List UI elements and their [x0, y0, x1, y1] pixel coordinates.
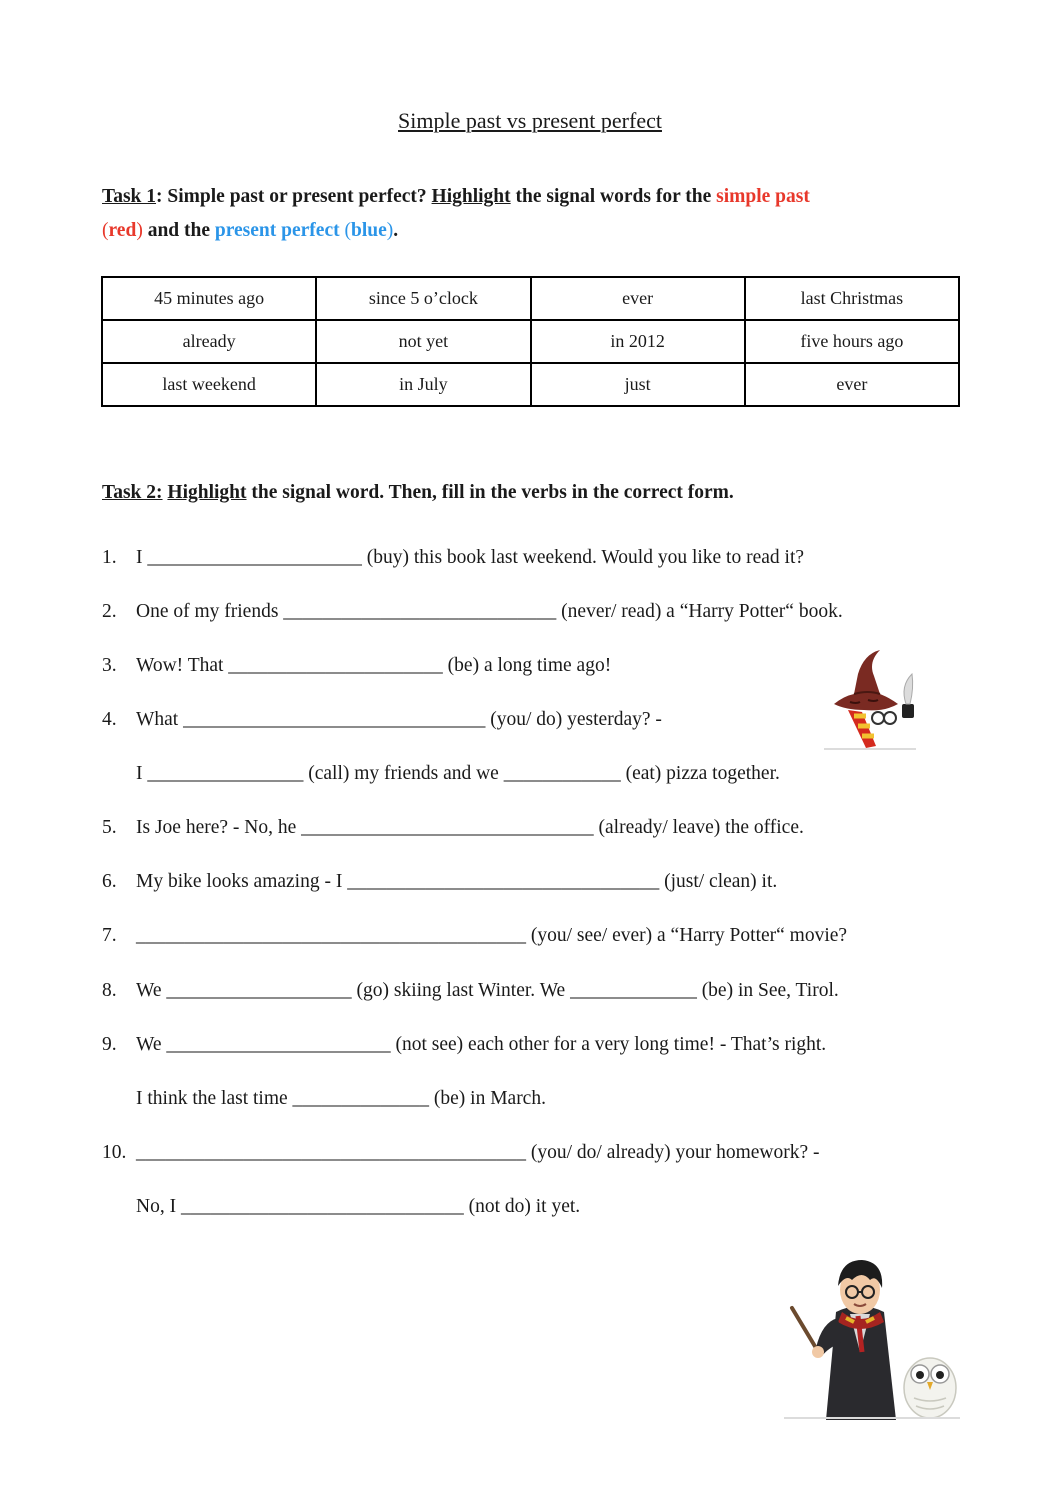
task2-instructions [102, 482, 962, 504]
task1-text1: : Simple past or present perfect? [156, 186, 432, 207]
exercise-text: I ________________ (call) my friends and we ____________ (eat) pizza together. [136, 763, 780, 784]
exercise-text: One of my friends ____________________________ (never/ read) a “Harry Potter“ book. [136, 601, 843, 622]
exercise-text: Is Joe here? - No, he ______________________________ (already/ leave) the office. [136, 817, 804, 838]
table-cell: in July [316, 363, 530, 406]
sorting-hat-icon [824, 646, 920, 752]
table-cell: last weekend [102, 363, 316, 406]
exercise-text: ________________________________________ (you/ see/ ever) a “Harry Potter“ movie? [136, 925, 848, 946]
task1-text3: and the [142, 220, 215, 241]
present-perfect-label: present perfect [214, 220, 340, 241]
exercise-number: 5. [102, 817, 117, 838]
task2-text: the signal word. Then, fill in the verbs in the correct form. [246, 482, 734, 503]
harry-potter-with-owl-illustration [780, 1252, 962, 1422]
exercise-number: 1. [102, 547, 117, 568]
table-cell: just [531, 363, 745, 406]
task1-instructions [102, 180, 962, 248]
table-cell: ever [745, 363, 959, 406]
exercise-text: ________________________________________ (you/ do/ already) your homework? - [136, 1142, 820, 1163]
exercise-number: 6. [102, 871, 117, 892]
exercise-number: 2. [102, 601, 117, 622]
paren-close-blue: ) [386, 220, 394, 241]
exercise-text: What _______________________________ (you/ do) yesterday? - [136, 709, 662, 730]
table-cell: ever [531, 277, 745, 320]
task2-label: Task 2: [102, 482, 163, 503]
table-row [102, 277, 959, 320]
task1-end: . [393, 220, 399, 241]
exercise-number: 4. [102, 709, 117, 730]
table-row [102, 320, 959, 363]
exercise-text: I ______________________ (buy) this book last weekend. Would you like to read it? [136, 547, 805, 568]
table-cell: since 5 o’clock [316, 277, 530, 320]
task2-highlight: Highlight [167, 482, 247, 503]
signal-words-table [101, 276, 960, 407]
exercise-number: 3. [102, 655, 117, 676]
table-cell: last Christmas [745, 277, 959, 320]
table-cell: in 2012 [531, 320, 745, 363]
exercise-text: We _______________________ (not see) each other for a very long time! - That’s right. [136, 1034, 827, 1055]
exercise-text: I think the last time ______________ (be) in March. [136, 1088, 546, 1109]
exercise-number: 8. [102, 980, 117, 1001]
exercise-text: My bike looks amazing - I ________________________________ (just/ clean) it. [136, 871, 778, 892]
worksheet-title: Simple past vs present perfect [398, 108, 662, 133]
blue-label: blue [350, 220, 387, 241]
paren-open-blue: ( [344, 220, 351, 241]
exercise-text: Wow! That ______________________ (be) a long time ago! [136, 655, 612, 676]
table-cell: already [102, 320, 316, 363]
exercise-number: 10. [102, 1142, 127, 1163]
exercise-text: No, I _____________________________ (not do) it yet. [136, 1196, 581, 1217]
paren-close-red: ) [136, 220, 143, 241]
paren-open-red: ( [102, 220, 109, 241]
table-cell: 45 minutes ago [102, 277, 316, 320]
exercise-number: 7. [102, 925, 117, 946]
red-label: red [108, 220, 137, 241]
exercise-text: We ___________________ (go) skiing last Winter. We _____________ (be) in See, Tirol. [136, 980, 839, 1001]
simple-past-label: simple past [716, 186, 810, 207]
task1-text2: the signal words for the [510, 186, 717, 207]
table-row [102, 363, 959, 406]
table-cell: five hours ago [745, 320, 959, 363]
task1-label: Task 1 [102, 186, 157, 207]
exercise-number: 9. [102, 1034, 117, 1055]
task1-highlight: Highlight [431, 186, 511, 207]
table-cell: not yet [316, 320, 530, 363]
